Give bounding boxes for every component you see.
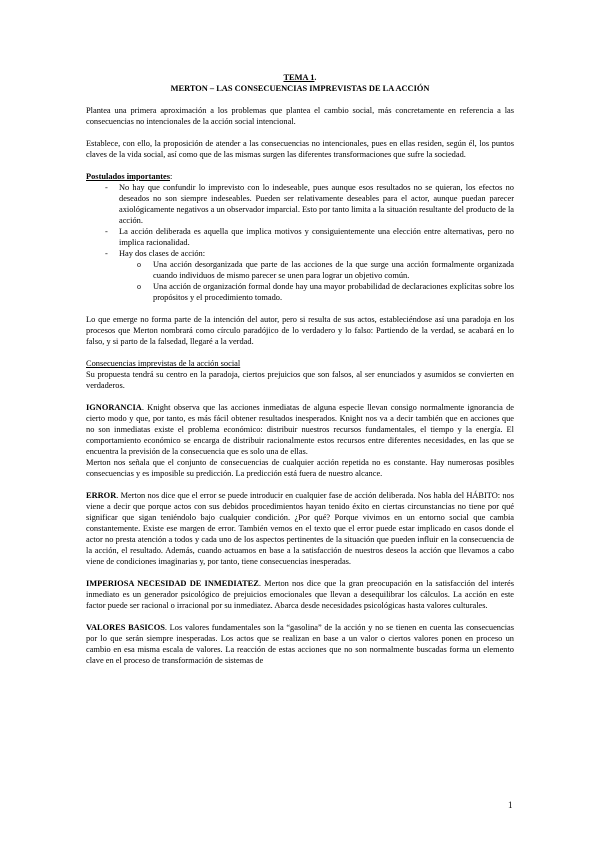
inmediatez-text: . Merton nos dice que la gran preocupación en la satisfacción del interés inmediato es un generador psicológico de prejuicios emocionales que llevan a desequilibrar los cálculos. La acción en este factor puede ser racional o irracional por su inmediatez. Abarca desde necesidades psicológicas hasta valores culturales.	[86, 579, 515, 610]
inmediatez-label: IMPERIOSA NECESIDAD DE INMEDIATEZ	[86, 579, 259, 588]
postulados-section	[86, 171, 514, 303]
postulado-item: - La acción deliberada es aquella que implica motivos y consiguientemente una elección entre alternativas, pero no implica racionalidad.	[119, 226, 514, 248]
error-text: . Merton nos dice que el error se puede introducir en cualquier fase de acción deliberada. Nos habla del HÁBITO: nos viene a decir que porque actos con sus debidos procedimientos hayan tenido éxito en ciertas circunstancias no tiene por qué significar que sigan teniéndolo bajo cualquier condición. ¿Por qué? Porque vivimos en un entorno social que cambia constantemente. Existe ese margen de error. También vemos en el texto que el error puede estar implicado en casos donde el actor no presta atención a todos y cada uno de los aspectos pertinentes de la situación que pueden influir en la consecuencia de la acción, el resultado. Además, cuando actuamos en base a la satisfacción de nuestros deseos la acción que llevamos a cabo viene de condiciones imaginarias y, por tanto, tiene consecuencias inesperadas.	[86, 491, 514, 566]
subtitle: MERTON – LAS CONSECUENCIAS IMPREVISTAS DE LA ACCIÓN	[170, 84, 430, 93]
error-paragraph	[86, 490, 514, 567]
inmediatez-paragraph	[86, 578, 514, 611]
ignorancia-paragraph-1	[86, 402, 514, 457]
postulado-item-text: Hay dos clases de acción:	[119, 249, 206, 258]
title-suffix: .	[314, 73, 317, 82]
postulados-list	[86, 182, 514, 303]
valores-paragraph	[86, 622, 514, 666]
ignorancia-label: IGNORANCIA	[86, 403, 142, 412]
accion-type-item: o Una acción de organización formal donde hay una mayor probabilidad de declaraciones explícitas sobre los propósitos y el procedimiento tomado.	[153, 281, 514, 303]
consecuencias-heading: Consecuencias imprevistas de la acción social	[86, 359, 241, 368]
paradoja-paragraph: Lo que emerge no forma parte de la intención del autor, pero si resulta de sus actos, estableciéndose así una paradoja en los procesos que Merton nombrará como círculo paradójico de lo verdadero y lo falso: Partiendo de la verdad, se acabará en lo falso, y si parto de la falsedad, llegaré a la verdad.	[86, 315, 514, 346]
error-label: ERROR	[86, 491, 117, 500]
valores-text: . Los valores fundamentales son la “gasolina” de la acción y no se tienen en cuenta las consecuencias por lo que serán siempre inesperadas. Los actos que se realizan en base a un valor o ciertos valores ponen en proceso un cambio en esa misma escala de valores. La reacción de estas acciones que no son normalmente buscadas forma un elemento clave en el proceso de transformación de sistemas de	[86, 623, 514, 665]
postulados-heading-text: Postulados importantes	[86, 172, 170, 181]
postulado-item	[119, 248, 514, 303]
consecuencias-text: Su propuesta tendrá su centro en la paradoja, ciertos prejuicios que son falsos, al ser enunciados y asumidos se convierten en verdaderos.	[86, 370, 514, 390]
title	[86, 72, 514, 83]
ignorancia-section	[86, 402, 514, 479]
valores-label: VALORES BASICOS	[86, 623, 165, 632]
title-text: TEMA 1	[283, 73, 315, 82]
intro-paragraph-1: Plantea una primera aproximación a los problemas que plantea el cambio social, más concretamente en referencia a las consecuencias no intencionales de la acción social intencional.	[86, 106, 514, 126]
consecuencias-section	[86, 358, 514, 391]
postulados-heading-suffix: :	[170, 172, 173, 181]
ignorancia-paragraph-2: Merton nos señala que el conjunto de consecuencias de cualquier acción repetida no es constante. Hay numerosas posibles consecuencias y es imposible su predicción. La predicción está fuera de nuestro alcance.	[86, 458, 514, 478]
postulados-heading	[86, 171, 514, 182]
accion-types-list	[119, 259, 514, 303]
postulado-item: - No hay que confundir lo imprevisto con lo indeseable, pues aunque esos resultados no se quieran, los efectos no deseados no son siempre indeseables. Pueden ser relativamente deseables para el actor, aunque puedan parecer axiológicamente negativos a un observador imparcial. Esto por tanto limita a la situación resultante del producto de la acción.	[119, 182, 514, 226]
intro-paragraph-2: Establece, con ello, la proposición de atender a las consecuencias no intencionales, pues en ellas residen, según él, los puntos claves de la vida social, así como que de las mismas surgen las diferentes transformaciones que sufre la sociedad.	[86, 139, 514, 159]
page-number: 1	[508, 800, 513, 810]
title-block	[86, 72, 514, 94]
page-content	[86, 72, 514, 677]
accion-type-item: o Una acción desorganizada que parte de las acciones de la que surge una acción formalmente organizada cuando individuos de mismo parecer se unen para lograr un objetivo común.	[153, 259, 514, 281]
ignorancia-text: . Knight observa que las acciones inmediatas de alguna especie llevan consigo normalmente ignorancia de cierto modo y que, por tanto, es más fácil obtener resultados inesperados. Knight nos va a decir también que en acciones que no son inmediatas existe el problema económico: distribuir nuestros recursos fundamentales, el tiempo y la energía. El comportamiento económico se encarga de distribuir racionalmente estos recursos entre diferentes necesidades, en las que se encuentra la previsión de la consecuencia que es solo una de ellas.	[86, 403, 514, 456]
